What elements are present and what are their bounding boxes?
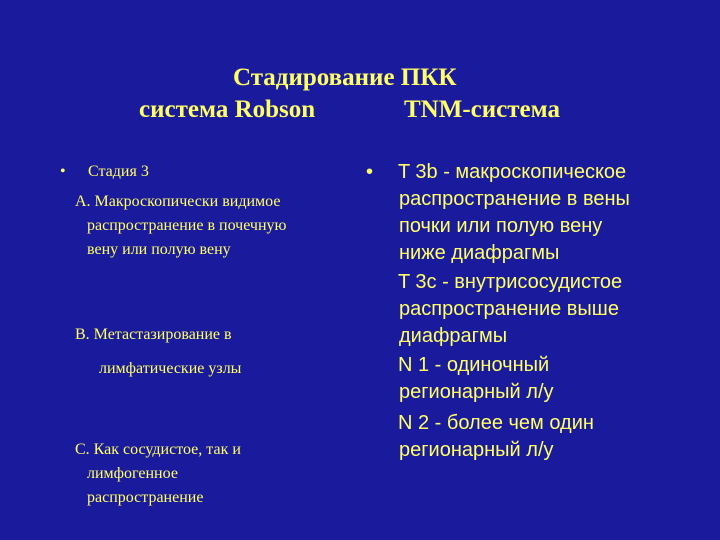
stage-a-line: А. Макроскопически видимое: [75, 193, 281, 210]
bullet-icon: •: [366, 161, 374, 183]
robson-heading: система Robson: [139, 96, 316, 123]
stage-b-line: В. Метастазирование в: [75, 326, 232, 343]
tnm-line: регионарный л/у: [399, 381, 554, 403]
tnm-line: распространение выше: [399, 298, 619, 320]
tnm-line: регионарный л/у: [399, 439, 554, 461]
tnm-line: T 3b - макроскопическое: [398, 161, 627, 183]
stage-a: [75, 190, 355, 262]
tnm-line: N 2 - более чем один: [398, 412, 594, 434]
tnm-line: диафрагмы: [399, 325, 508, 347]
stage-item: [60, 160, 149, 184]
stage-b: [75, 323, 355, 381]
tnm-line: почки или полую вену: [399, 215, 603, 237]
stage-a-line: распространение в почечную: [87, 217, 287, 234]
stage-c-line: С. Как сосудистое, так и: [75, 441, 241, 458]
stage-b-line: лимфатические узлы: [99, 360, 242, 377]
stage-c: [75, 438, 355, 510]
tnm-line: T 3c - внутрисосудистое: [398, 271, 623, 293]
tnm-line: ниже диафрагмы: [399, 242, 560, 264]
stage-c-line: распространение: [87, 489, 204, 506]
title-line: Стадирование ПКК: [233, 64, 457, 91]
stage-a-line: вену или полую вену: [87, 241, 231, 258]
stage-c-line: лимфогенное: [87, 465, 178, 482]
tnm-line: N 1 - одиночный: [398, 354, 550, 376]
tnm-heading: TNM-система: [404, 96, 560, 123]
bullet-icon: •: [60, 163, 66, 180]
stage-label: Стадия 3: [88, 163, 149, 180]
tnm-line: распространение в вены: [399, 188, 630, 210]
